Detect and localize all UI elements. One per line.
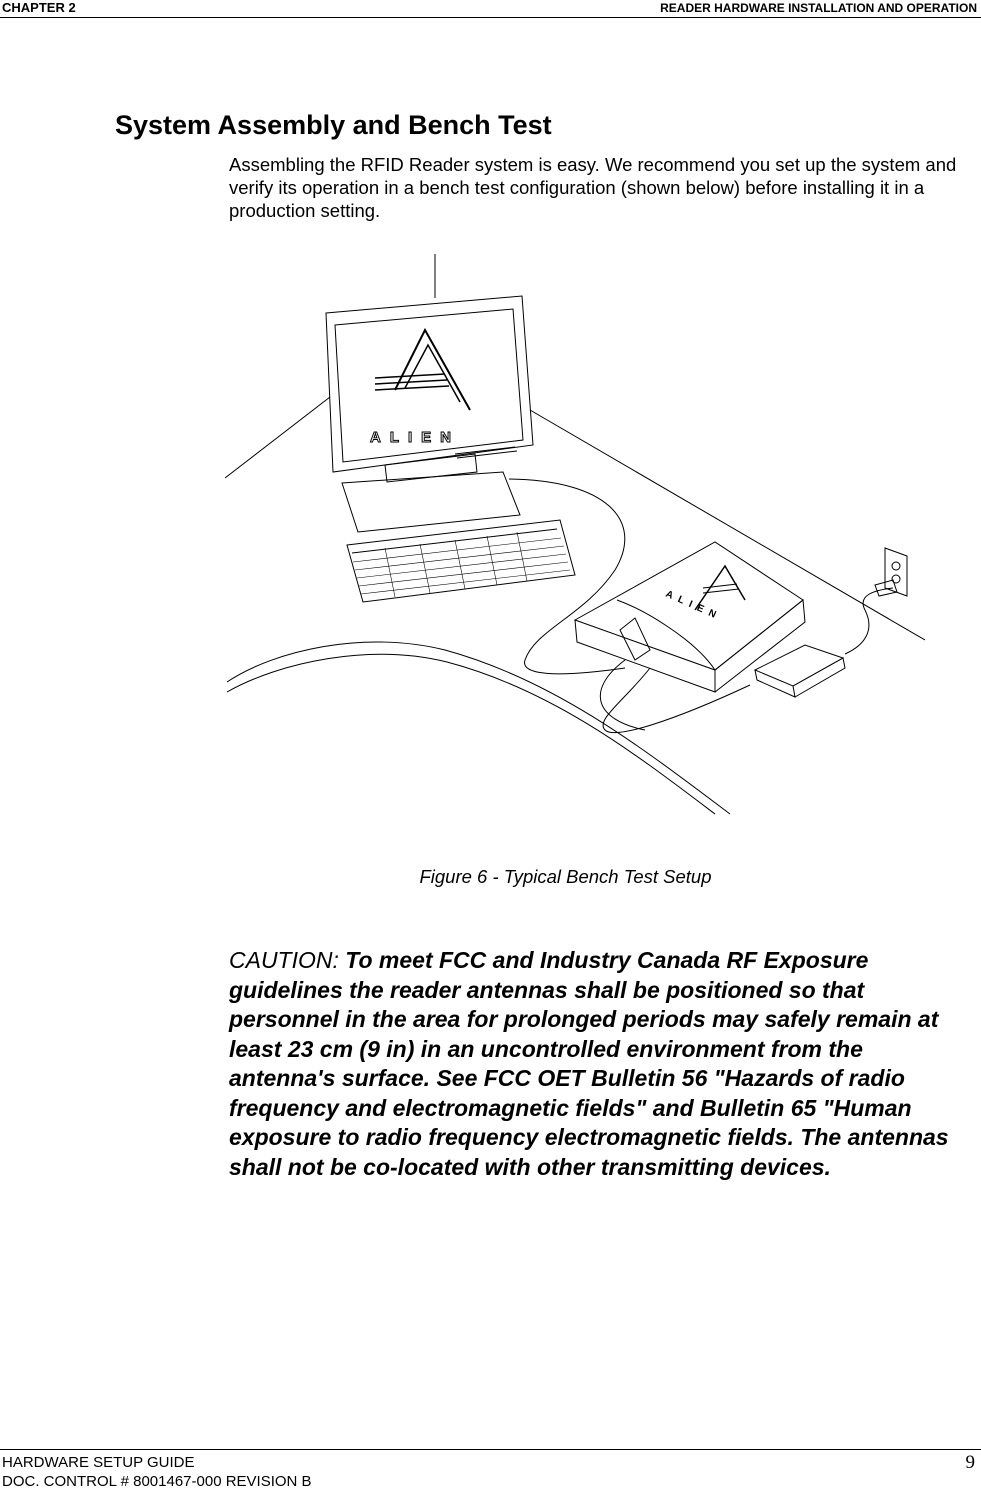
reader-logo-text: ALIEN bbox=[663, 588, 724, 624]
caution-notice bbox=[229, 946, 974, 1182]
figure-caption: Figure 6 - Typical Bench Test Setup bbox=[419, 866, 712, 887]
wall-outlet bbox=[875, 548, 907, 596]
page-title: System Assembly and Bench Test bbox=[115, 110, 552, 140]
caution-label: CAUTION: bbox=[229, 947, 346, 973]
header-divider bbox=[0, 17, 981, 18]
page-number: 9 bbox=[965, 1452, 975, 1473]
power-supply bbox=[755, 588, 893, 697]
monitor bbox=[326, 254, 533, 482]
section-title: READER HARDWARE INSTALLATION AND OPERATION bbox=[660, 1, 977, 15]
monitor-stand bbox=[342, 472, 520, 532]
footer-guide-title: HARDWARE SETUP GUIDE bbox=[2, 1454, 195, 1471]
footer-divider bbox=[0, 1449, 981, 1450]
monitor-logo-text: ALIEN bbox=[370, 429, 460, 446]
caution-text: To meet FCC and Industry Canada RF Exposure guidelines the reader antennas shall be positioned so that personnel in the area for prolonged periods may safely remain at least 23 cm (9 in) in an uncontrolled environment from the antenna's surface. See FCC OET Bulletin 56 "Hazards of radio frequency and electromagnetic fields" and Bulletin 65 "Human exposure to radio frequency electromagnetic fields. The antennas shall not be co-located with other transmitting devices. bbox=[229, 947, 949, 1180]
rfid-reader bbox=[575, 542, 805, 692]
keyboard bbox=[347, 520, 575, 602]
intro-paragraph: Assembling the RFID Reader system is easy. We recommend you set up the system and verify its operation in a bench test configuration (shown below) before installing it in a production setting. bbox=[229, 154, 957, 221]
chapter-label: CHAPTER 2 bbox=[2, 0, 76, 15]
table-outline bbox=[225, 397, 925, 814]
footer-doc-control: DOC. CONTROL # 8001467-000 REVISION B bbox=[2, 1473, 312, 1490]
bench-test-illustration bbox=[225, 250, 925, 820]
